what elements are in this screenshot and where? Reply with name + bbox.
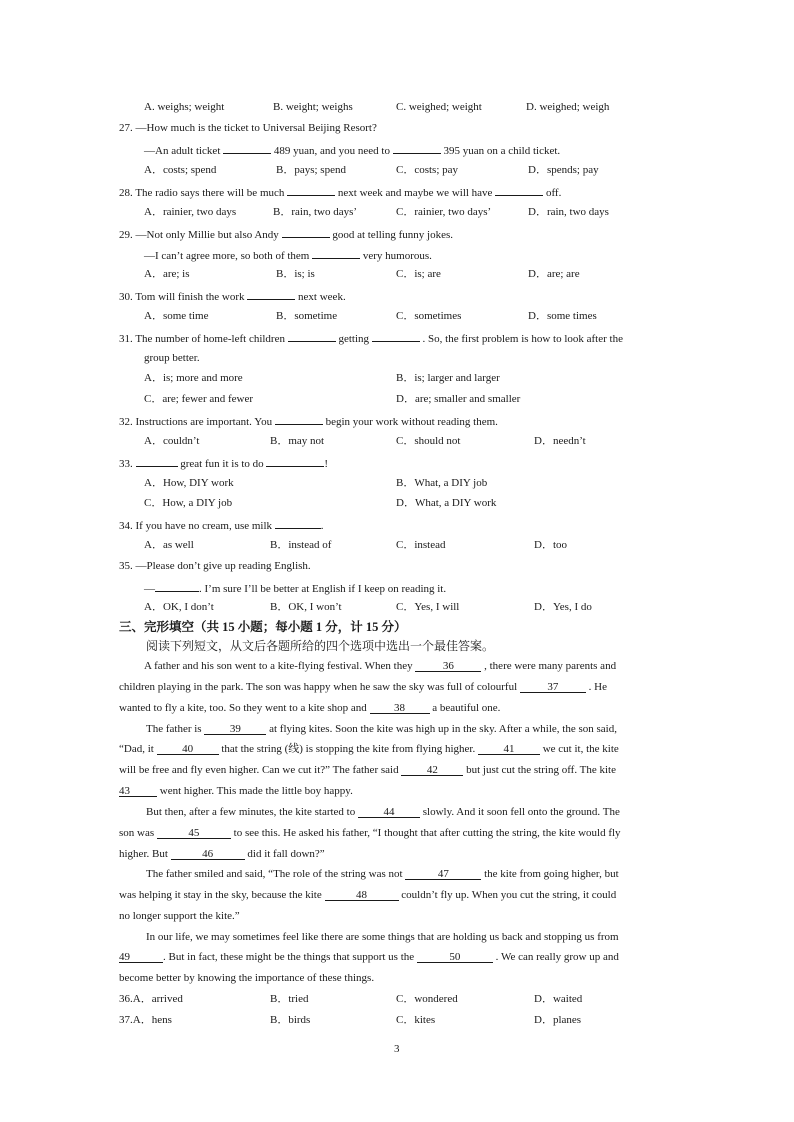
blank-number: 43 xyxy=(119,785,130,797)
question-text: Tom will finish the work xyxy=(135,291,245,303)
blank-39 xyxy=(204,722,266,735)
q32-option-d: D．needn’t xyxy=(534,435,586,447)
passage-text: a beautiful one. xyxy=(432,702,501,714)
blank-number: 49 xyxy=(119,951,130,963)
passage-line: become better by knowing the importance of these things. xyxy=(119,972,375,984)
q36-option-b: B．tried xyxy=(270,993,309,1005)
passage-line xyxy=(119,701,500,715)
passage-text: went higher. This made the little boy happy. xyxy=(159,785,353,797)
question-number: 35. xyxy=(119,560,133,572)
passage-line xyxy=(146,867,619,881)
question-text: Instructions are important. You xyxy=(135,416,273,428)
passage-text: was helping it stay in the sky, because the kite xyxy=(119,889,322,901)
blank-number: 36 xyxy=(442,660,454,672)
passage-line xyxy=(119,763,616,777)
question-text: ! xyxy=(324,458,329,470)
answer-blank xyxy=(393,142,441,154)
passage-text: couldn’t fly up. When you cut the string, it could xyxy=(401,889,617,901)
answer-blank xyxy=(155,580,199,592)
question-number: 33. xyxy=(119,458,133,470)
answer-blank xyxy=(223,142,271,154)
answer-blank xyxy=(247,288,295,300)
answer-blank xyxy=(287,184,335,196)
blank-47 xyxy=(405,867,481,880)
passage-line: In our life, we may sometimes feel like there are some things that are holding us back and stopping us from xyxy=(146,931,619,943)
question-text: —Not only Millie but also Andy xyxy=(135,229,279,241)
q35-option-c: C．Yes, I will xyxy=(396,601,460,613)
question-number: 36. xyxy=(119,993,133,1005)
question-text: great fun it is to do xyxy=(180,458,264,470)
question-text: very humorous. xyxy=(362,250,432,262)
option-text: A．arrived xyxy=(132,993,183,1005)
passage-text: did it fall down?” xyxy=(247,848,325,860)
blank-number: 50 xyxy=(449,951,461,963)
q29-option-b: B．is; is xyxy=(276,268,315,280)
q33-option-a: A．How, DIY work xyxy=(144,477,234,489)
q31-option-a: A．is; more and more xyxy=(144,372,243,384)
blank-number: 39 xyxy=(229,723,241,735)
question-text: —How much is the ticket to Universal Beijing Resort? xyxy=(135,122,377,134)
question-text: good at telling funny jokes. xyxy=(332,229,453,241)
question-number: 32. xyxy=(119,416,133,428)
q26-option-a: A. weighs; weight xyxy=(144,101,225,113)
q34-option-b: B．instead of xyxy=(270,539,332,551)
question-text: next week. xyxy=(298,291,346,303)
question-text: . I’m sure I’ll be better at English if I keep on reading it. xyxy=(199,583,447,595)
q27-option-d: D．spends; pay xyxy=(528,164,599,176)
q29-option-c: C．is; are xyxy=(396,268,441,280)
q33-option-d: D．What, a DIY work xyxy=(396,497,497,509)
q26-option-d: D. weighed; weigh xyxy=(526,101,610,113)
passage-line: no longer support the kite.” xyxy=(119,910,240,922)
passage-text: wanted to fly a kite, too. So they went to a kite shop and xyxy=(119,702,367,714)
question-text: . So, the first problem is how to look after the xyxy=(422,333,623,345)
q36-option-a xyxy=(119,992,183,1006)
q37-option-a xyxy=(119,1013,172,1027)
q34-option-c: C．instead xyxy=(396,539,446,551)
q29-option-a: A．are; is xyxy=(144,268,190,280)
q28-option-a: A．rainier, two days xyxy=(144,206,237,218)
question-text: —Please don’t give up reading English. xyxy=(135,560,311,572)
passage-line xyxy=(119,680,607,694)
q32-option-a: A．couldn’t xyxy=(144,435,200,447)
q29-line2 xyxy=(144,247,432,263)
q36-option-c: C．wondered xyxy=(396,993,458,1005)
passage-line xyxy=(146,805,620,819)
blank-number: 41 xyxy=(503,743,515,755)
question-number: 28. xyxy=(119,187,133,199)
q29-line1 xyxy=(119,226,453,242)
q28-option-d: D．rain, two days xyxy=(528,206,609,218)
blank-number: 45 xyxy=(188,827,200,839)
q37-option-d: D．planes xyxy=(534,1014,582,1026)
question-text: 395 yuan on a child ticket. xyxy=(443,145,561,157)
question-text: 489 yuan, and you need to xyxy=(273,145,390,157)
passage-text: . But in fact, these might be the things that support us the xyxy=(163,951,415,963)
answer-blank xyxy=(275,517,321,529)
blank-43 xyxy=(119,784,157,797)
page-number: 3 xyxy=(394,1043,400,1055)
passage-text: son was xyxy=(119,827,155,839)
question-text: The radio says there will be much xyxy=(135,187,285,199)
blank-41 xyxy=(478,742,540,755)
passage-text: to see this. He asked his father, “I thought that after cutting the string, the kite would fly xyxy=(233,827,621,839)
q35-option-a: A．OK, I don’t xyxy=(144,601,214,613)
q34-option-a: A．as well xyxy=(144,539,194,551)
question-text: —An adult ticket xyxy=(144,145,221,157)
section-instruction: 阅读下列短文，从文后各题所给的四个选项中选出一个最佳答案。 xyxy=(146,639,495,653)
q27-line2 xyxy=(144,142,560,158)
passage-line xyxy=(119,888,616,902)
question-number: 29. xyxy=(119,229,133,241)
blank-number: 40 xyxy=(182,743,194,755)
passage-line xyxy=(119,784,353,798)
q35-option-b: B．OK, I won’t xyxy=(270,601,342,613)
passage-text: but just cut the string off. The kite xyxy=(466,764,616,776)
q35-line1 xyxy=(119,559,311,573)
q26-option-b: B. weight; weighs xyxy=(273,101,353,113)
blank-number: 44 xyxy=(383,806,395,818)
passage-text: . We can really grow up and xyxy=(495,951,619,963)
answer-blank xyxy=(266,455,324,467)
q33-line1 xyxy=(119,455,328,471)
passage-text: will be free and fly even higher. Can we cut it?” The father said xyxy=(119,764,399,776)
passage-text: we cut it, the kite xyxy=(542,743,619,755)
blank-37 xyxy=(520,680,586,693)
q27-option-a: A．costs; spend xyxy=(144,164,217,176)
q30-option-a: A．some time xyxy=(144,310,209,322)
answer-blank xyxy=(288,330,336,342)
question-text: —I can’t agree more, so both of them xyxy=(144,250,310,262)
q31-option-b: B．is; larger and larger xyxy=(396,372,500,384)
q31-option-c: C．are; fewer and fewer xyxy=(144,393,254,405)
q36-option-d: D．waited xyxy=(534,993,583,1005)
question-text: next week and maybe we will have xyxy=(337,187,493,199)
q29-option-d: D．are; are xyxy=(528,268,580,280)
q27-option-c: C．costs; pay xyxy=(396,164,459,176)
question-number: 31. xyxy=(119,333,133,345)
q31-line1 xyxy=(119,330,623,346)
passage-line xyxy=(119,826,621,840)
q32-option-b: B．may not xyxy=(270,435,325,447)
q30-option-b: B．sometime xyxy=(276,310,338,322)
answer-blank xyxy=(275,413,323,425)
passage-text: A father and his son went to a kite-flying festival. When they xyxy=(144,660,413,672)
passage-text: But then, after a few minutes, the kite started to xyxy=(146,806,356,818)
q27-line1 xyxy=(119,121,377,135)
question-number: 37. xyxy=(119,1014,133,1026)
passage-text: higher. But xyxy=(119,848,168,860)
q35-option-d: D．Yes, I do xyxy=(534,601,592,613)
blank-46 xyxy=(171,847,245,860)
blank-number: 42 xyxy=(426,764,438,776)
section-title: 三、完形填空（共 15 小题；每小题 1 分，计 15 分） xyxy=(119,620,407,634)
answer-blank xyxy=(312,247,360,259)
q28-option-b: B．rain, two days’ xyxy=(273,206,358,218)
blank-38 xyxy=(370,701,430,714)
q34-option-d: D．too xyxy=(534,539,567,551)
question-text: getting xyxy=(338,333,370,345)
passage-line xyxy=(119,847,325,861)
question-text: If you have no cream, use milk xyxy=(135,520,273,532)
question-number: 30. xyxy=(119,291,133,303)
q33-option-b: B．What, a DIY job xyxy=(396,477,488,489)
passage-line xyxy=(144,659,616,673)
passage-text: , there were many parents and xyxy=(484,660,617,672)
blank-45 xyxy=(157,826,231,839)
q35-line2 xyxy=(144,580,446,596)
q32-option-c: C．should not xyxy=(396,435,461,447)
q37-option-c: C．kites xyxy=(396,1014,436,1026)
passage-text: the kite from going higher, but xyxy=(484,868,619,880)
passage-text: slowly. And it soon fell onto the ground. The xyxy=(422,806,620,818)
passage-text: at flying kites. Soon the kite was high up in the sky. After a while, the son said, xyxy=(269,723,617,735)
question-text: off. xyxy=(545,187,562,199)
q31-line2: group better. xyxy=(144,352,200,364)
q27-option-b: B．pays; spend xyxy=(276,164,346,176)
blank-number: 47 xyxy=(437,868,449,880)
q31-option-d: D．are; smaller and smaller xyxy=(396,393,521,405)
passage-text: that the string (线) is stopping the kite from flying higher. xyxy=(221,743,476,755)
passage-text: children playing in the park. The son was happy when he saw the sky was full of colourful xyxy=(119,681,518,693)
blank-50 xyxy=(417,950,493,963)
question-number: 34. xyxy=(119,520,133,532)
blank-44 xyxy=(358,805,420,818)
answer-blank xyxy=(136,455,178,467)
passage-line xyxy=(146,722,617,736)
blank-40 xyxy=(157,742,219,755)
q28-option-c: C．rainier, two days’ xyxy=(396,206,492,218)
blank-42 xyxy=(401,763,463,776)
q37-option-b: B．birds xyxy=(270,1014,311,1026)
q34-line1 xyxy=(119,517,324,533)
question-text: The number of home-left children xyxy=(135,333,285,345)
answer-blank xyxy=(282,226,330,238)
blank-number: 37 xyxy=(547,681,559,693)
blank-number: 48 xyxy=(356,889,367,901)
q30-option-c: C．sometimes xyxy=(396,310,462,322)
answer-blank xyxy=(495,184,543,196)
question-text: — xyxy=(144,583,155,595)
passage-text: “Dad, it xyxy=(119,743,154,755)
blank-49 xyxy=(119,950,163,963)
passage-line xyxy=(119,950,619,964)
question-text: begin your work without reading them. xyxy=(325,416,498,428)
q26-option-c: C. weighed; weight xyxy=(396,101,482,113)
question-text: . xyxy=(320,520,324,532)
passage-text: The father is xyxy=(146,723,202,735)
q33-option-c: C．How, a DIY job xyxy=(144,497,233,509)
q28-line1 xyxy=(119,184,561,200)
passage-line xyxy=(119,742,619,756)
passage-text: The father smiled and said, “The role of the string was not xyxy=(146,868,403,880)
passage-text: . He xyxy=(588,681,607,693)
q30-line1 xyxy=(119,288,346,304)
option-text: A．hens xyxy=(132,1014,172,1026)
blank-36 xyxy=(415,659,481,672)
blank-number: 38 xyxy=(394,702,406,714)
answer-blank xyxy=(372,330,420,342)
q30-option-d: D．some times xyxy=(528,310,597,322)
blank-48 xyxy=(325,888,399,901)
blank-number: 46 xyxy=(202,848,214,860)
q32-line1 xyxy=(119,413,498,429)
question-number: 27. xyxy=(119,122,133,134)
